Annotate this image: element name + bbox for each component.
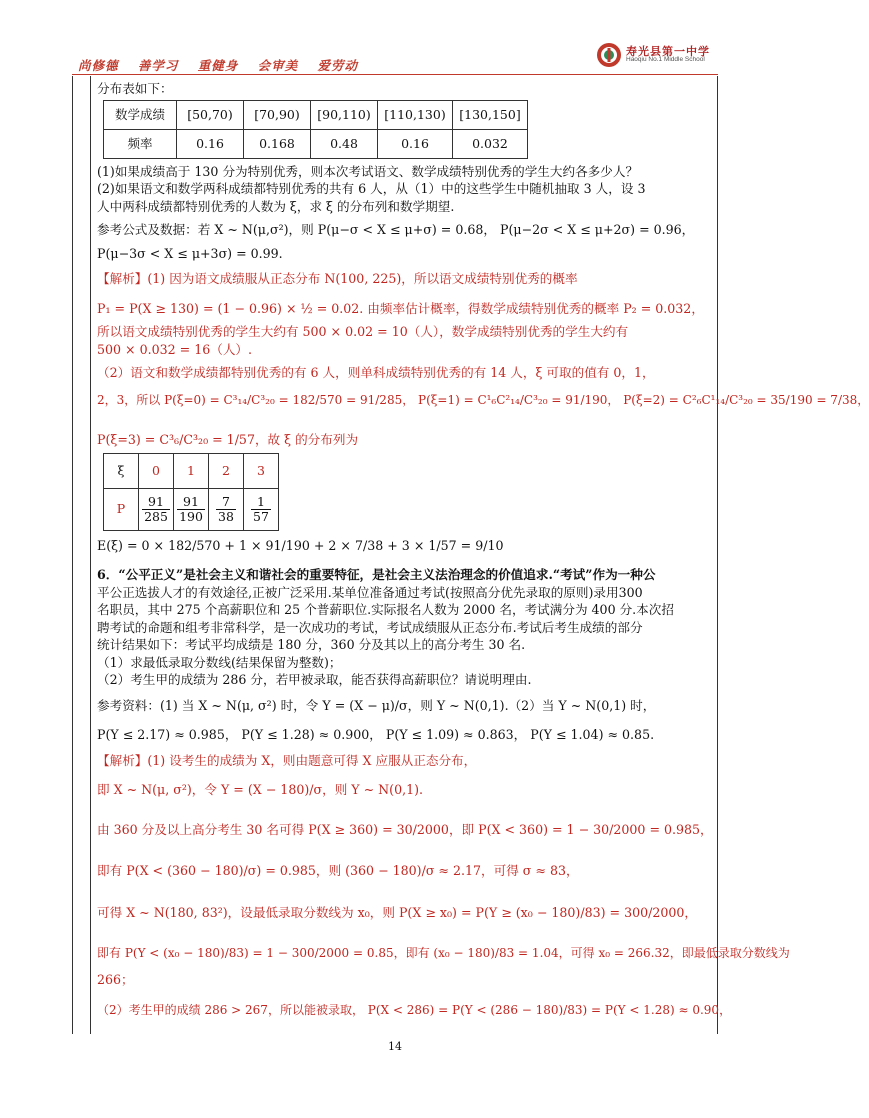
- prob-numerator: 1: [251, 495, 271, 510]
- q6-solution-line: 【解析】(1) 设考生的成绩为 X，则由题意可得 X 应服从正态分布，: [97, 752, 477, 768]
- table-cell: [50,70): [177, 100, 244, 129]
- q5-solution-line: （2）语文和数学成绩都特别优秀的有 6 人，则单科成绩特别优秀的有 14 人，ξ 可取的值有 0，1，: [97, 365, 655, 380]
- school-emblem-icon: [596, 42, 622, 68]
- motto-item: 善学习: [137, 58, 179, 73]
- table-cell: 0: [139, 453, 174, 488]
- table-cell: 1: [174, 453, 209, 488]
- prob-denominator: 285: [144, 508, 168, 524]
- q5-solution-line: 2，3，所以 P(ξ=0) = C³₁₄/C³₂₀ = 182/570 = 91/285， P(ξ=1) = C¹₆C²₁₄/C³₂₀ = 91/190， P(ξ=2) = C²₆C¹₁₄/C³₂₀ = 35/190 = 7/38，: [97, 392, 869, 407]
- school-logo: [596, 42, 710, 68]
- q5-solution-line: 【解析】(1) 因为语文成绩服从正态分布 N(100, 225)，所以语文成绩特别优秀的概率: [97, 271, 578, 286]
- table-cell: [139, 488, 174, 530]
- score-distribution-table: [103, 100, 528, 159]
- xi-distribution-table: [103, 453, 279, 531]
- margin-line: [90, 76, 91, 1034]
- motto-item: 尚修德: [78, 58, 119, 73]
- table-cell: [209, 488, 244, 530]
- q5-part1: (1)如果成绩高于 130 分为特别优秀，则本次考试语文、数学成绩特别优秀的学生大约各多少人？: [97, 163, 639, 179]
- table-cell: 0.168: [244, 129, 311, 158]
- q6-solution-line: 由 360 分及以上高分考生 30 名可得 P(X ≥ 360) = 30/2000，即 P(X < 360) = 1 − 30/2000 = 0.985，: [97, 821, 713, 837]
- prob-numerator: 7: [216, 495, 236, 510]
- q5-part2-cont: 人中两科成绩都特别优秀的人数为 ξ，求 ξ 的分布列和数学期望.: [97, 198, 455, 214]
- prob-numerator: 91: [142, 495, 170, 510]
- school-name-en: Haoqiu No.1 Middle School: [626, 56, 705, 64]
- school-name-cn: 寿光县第一中学: [626, 44, 710, 58]
- table-cell: ξ: [104, 453, 139, 488]
- q6-solution-line: 即有 P(Y < (x₀ − 180)/83) = 1 − 300/2000 = 0.85，即有 (x₀ − 180)/83 = 1.04，可得 x₀ = 266.32，即最低录取分数线为: [97, 946, 790, 960]
- q5-reference-cont: P(μ−3σ < X ≤ μ+3σ) = 0.99.: [97, 245, 283, 261]
- q5-part2: (2)如果语文和数学两科成绩都特别优秀的共有 6 人，从（1）中的这些学生中随机抽取 3 人，设 3: [97, 181, 646, 196]
- motto-item: 重健身: [197, 58, 239, 73]
- table-cell: 2: [209, 453, 244, 488]
- table-cell: [70,90): [244, 100, 311, 129]
- q6-stem-line: 6．“公平正义”是社会主义和谐社会的重要特征，是社会主义法治理念的价值追求.“考试”作为一种公: [97, 567, 656, 582]
- document-body: [97, 80, 869, 1020]
- prob-numerator: 91: [177, 495, 205, 510]
- table-cell: 0.16: [378, 129, 453, 158]
- table-cell: 3: [244, 453, 279, 488]
- q6-stem-line: 统计结果如下：考试平均成绩是 180 分，360 分及其以上的高分考生 30 名.: [97, 637, 526, 652]
- table-row: [104, 453, 279, 488]
- q5-expectation: E(ξ) = 0 × 182/570 + 1 × 91/190 + 2 × 7/38 + 3 × 1/57 = 9/10: [97, 537, 504, 553]
- q5-intro: 分布表如下：: [97, 81, 173, 96]
- table-row: [104, 100, 528, 129]
- table-cell: P: [104, 488, 139, 530]
- q6-part2: （2）考生甲的成绩为 286 分，若甲被录取，能否获得高薪职位？请说明理由.: [97, 672, 532, 687]
- motto-item: 会审美: [257, 58, 299, 73]
- table-cell: [174, 488, 209, 530]
- table-cell: 数学成绩: [104, 100, 177, 129]
- table-cell: 0.48: [311, 129, 378, 158]
- q6-stem-line: 聘考试的命题和组考非常科学，是一次成功的考试，考试成绩服从正态分布.考试后考生成绩的部分: [97, 619, 643, 635]
- prob-denominator: 190: [179, 508, 203, 524]
- q5-solution-line: 500 × 0.032 = 16（人）.: [97, 341, 253, 357]
- q5-solution-line: P₁ = P(X ≥ 130) = (1 − 0.96) × ½ = 0.02. 由频率估计概率，得数学成绩特别优秀的概率 P₂ = 0.032，: [97, 300, 704, 316]
- q6-stem-line: 平公正选拔人才的有效途径,正被广泛采用.某单位准备通过考试(按照高分优先录取的原则)录用300: [97, 584, 643, 600]
- q6-solution-line: （2）考生甲的成绩 286 > 267，所以能被录取， P(X < 286) = P(Y < (286 − 180)/83) = P(Y < 1.28) ≈ 0.90，: [97, 1003, 732, 1017]
- prob-denominator: 57: [253, 508, 269, 524]
- table-cell: [244, 488, 279, 530]
- q6-stem-line: 名职员，其中 275 个高薪职位和 25 个普薪职位.实际报名人数为 2000 名，考试满分为 400 分.本次招: [97, 602, 674, 617]
- q6-reference-cont: P(Y ≤ 2.17) ≈ 0.985， P(Y ≤ 1.28) ≈ 0.900， P(Y ≤ 1.09) ≈ 0.863， P(Y ≤ 1.04) ≈ 0.85.: [97, 727, 655, 742]
- table-cell: [90,110): [311, 100, 378, 129]
- table-cell: [130,150]: [453, 100, 528, 129]
- q6-solution-line: 即 X ~ N(μ, σ²)，令 Y = (X − 180)/σ，则 Y ~ N(0,1).: [97, 782, 424, 797]
- header-rule: [72, 74, 718, 75]
- q5-reference: 参考公式及数据：若 X ~ N(μ,σ²)，则 P(μ−σ < X ≤ μ+σ) = 0.68， P(μ−2σ < X ≤ μ+2σ) = 0.96，: [97, 222, 695, 237]
- q5-solution-line: 所以语文成绩特别优秀的学生大约有 500 × 0.02 = 10（人），数学成绩特别优秀的学生大约有: [97, 324, 629, 339]
- table-row: [104, 129, 528, 158]
- q6-solution-line: 可得 X ~ N(180, 83²)，设最低录取分数线为 x₀，则 P(X ≥ x₀) = P(Y ≥ (x₀ − 180)/83) = 300/2000，: [97, 904, 697, 920]
- prob-denominator: 38: [218, 508, 234, 524]
- q6-solution-line: 即有 P(X < (360 − 180)/σ) = 0.985，则 (360 − 180)/σ ≈ 2.17，可得 σ ≈ 83，: [97, 863, 579, 878]
- q6-solution-line: 266；: [97, 971, 134, 987]
- table-cell: 0.16: [177, 129, 244, 158]
- school-motto: [78, 56, 372, 74]
- page-number: 14: [388, 1040, 402, 1053]
- table-cell: [110,130): [378, 100, 453, 129]
- table-cell: 频率: [104, 129, 177, 158]
- table-cell: 0.032: [453, 129, 528, 158]
- motto-item: 爱劳动: [317, 58, 359, 73]
- q6-part1: （1）求最低录取分数线(结果保留为整数)；: [97, 654, 342, 670]
- q6-reference: 参考资料：(1) 当 X ~ N(μ, σ²) 时，令 Y = (X − μ)/σ，则 Y ~ N(0,1).（2）当 Y ~ N(0,1) 时，: [97, 697, 656, 713]
- q5-solution-line: P(ξ=3) = C³₆/C³₂₀ = 1/57，故 ξ 的分布列为: [97, 432, 359, 447]
- table-row: [104, 488, 279, 530]
